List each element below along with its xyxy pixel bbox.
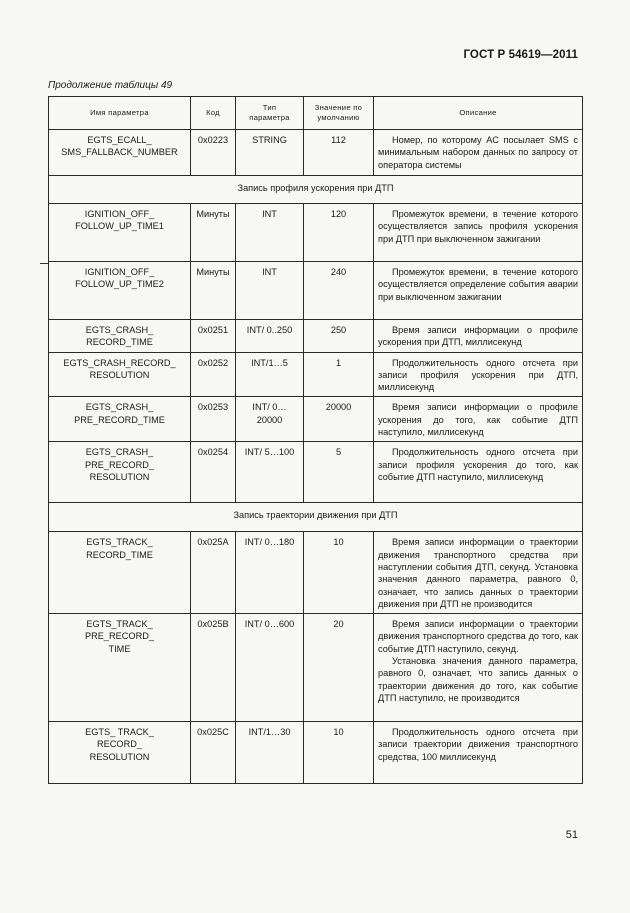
param-name-cell: EGTS_CRASH_ RECORD_TIME (49, 320, 191, 353)
description-paragraph: Промежуток времени, в течение которого осуществляется определение события аварии при выключенном зажигании (378, 267, 578, 302)
param-name-cell: EGTS_CRASH_ PRE_RECORD_ RESOLUTION (49, 442, 191, 503)
description-cell (374, 204, 583, 262)
param-name-cell: IGNITION_OFF_ FOLLOW_UP_TIME2 (49, 262, 191, 320)
margin-tick (40, 263, 48, 264)
table-row (49, 614, 583, 722)
param-name-cell: EGTS_TRACK_ RECORD_TIME (49, 532, 191, 614)
code-cell: 0x025B (191, 614, 236, 722)
description-cell (374, 397, 583, 442)
header-description: Описание (374, 97, 583, 130)
code-cell: 0x025C (191, 722, 236, 784)
description-paragraph: Время записи информации о профиле ускорения при ДТП, миллисекунд (378, 325, 578, 348)
type-cell: INT/1…5 (236, 352, 304, 397)
parameters-table (48, 96, 583, 784)
description-cell (374, 722, 583, 784)
type-cell: STRING (236, 130, 304, 176)
description-paragraph: Промежуток времени, в течение которого осуществляется запись профиля ускорения при ДТП при выключенном зажигании (378, 209, 578, 244)
type-cell: INT/ 0…180 (236, 532, 304, 614)
param-name-cell: EGTS_ECALL_ SMS_FALLBACK_NUMBER (49, 130, 191, 176)
table-row (49, 130, 583, 176)
param-name-cell: EGTS_CRASH_RECORD_ RESOLUTION (49, 352, 191, 397)
param-name-cell: EGTS_ TRACK_ RECORD_ RESOLUTION (49, 722, 191, 784)
type-cell: INT/ 0..250 (236, 320, 304, 353)
section-title: Запись профиля ускорения при ДТП (49, 176, 583, 204)
default-value-cell: 10 (304, 722, 374, 784)
description-cell (374, 352, 583, 397)
description-cell (374, 130, 583, 176)
code-cell: 0x0251 (191, 320, 236, 353)
table-row (49, 262, 583, 320)
type-cell: INT/ 0…20000 (236, 397, 304, 442)
code-cell: 0x0253 (191, 397, 236, 442)
type-cell: INT/ 5…100 (236, 442, 304, 503)
param-name-cell: EGTS_TRACK_ PRE_RECORD_ TIME (49, 614, 191, 722)
default-value-cell: 112 (304, 130, 374, 176)
default-value-cell: 20 (304, 614, 374, 722)
default-value-cell: 1 (304, 352, 374, 397)
header-code: Код (191, 97, 236, 130)
description-paragraph: Номер, по которому АС посылает SMS с минимальным набором данных по запросу от оператора системы (378, 135, 578, 170)
default-value-cell: 240 (304, 262, 374, 320)
table-row (49, 204, 583, 262)
table-caption: Продолжение таблицы 49 (48, 80, 173, 91)
type-cell: INT/ 0…600 (236, 614, 304, 722)
description-cell (374, 442, 583, 503)
param-name-cell: EGTS_CRASH_ PRE_RECORD_TIME (49, 397, 191, 442)
table-row (49, 352, 583, 397)
default-value-cell: 120 (304, 204, 374, 262)
type-cell: INT (236, 262, 304, 320)
header-name: Имя параметра (49, 97, 191, 130)
page-number: 51 (565, 829, 578, 841)
code-cell: 0x0252 (191, 352, 236, 397)
description-cell (374, 532, 583, 614)
type-cell: INT/1…30 (236, 722, 304, 784)
description-cell (374, 262, 583, 320)
table-header-row (49, 97, 583, 130)
code-cell: 0x0254 (191, 442, 236, 503)
header-default: Значение по умолчанию (304, 97, 374, 130)
default-value-cell: 250 (304, 320, 374, 353)
description-paragraph: Продолжительность одного отсчета при записи профиля ускорения до того, как событие ДТП наступило, миллисекунд (378, 447, 578, 482)
description-cell (374, 320, 583, 353)
table-row (49, 722, 583, 784)
code-cell: 0x025A (191, 532, 236, 614)
description-paragraph: Время записи информации о профиле ускорения до того, как событие ДТП наступило, миллисекунд (378, 402, 578, 438)
type-cell: INT (236, 204, 304, 262)
section-row (49, 176, 583, 204)
code-cell: Минуты (191, 204, 236, 262)
header-type: Тип параметра (236, 97, 304, 130)
table-row (49, 442, 583, 503)
default-value-cell: 20000 (304, 397, 374, 442)
description-cell (374, 614, 583, 722)
code-cell: 0x0223 (191, 130, 236, 176)
description-paragraph: Время записи информации о траектории движения транспортного средства при наступлении события ДТП, секунд. Установка значения данного параметра, равного 0, означает, что запись данных о траектории движения при ДТП не производится (378, 537, 578, 609)
description-paragraph: Установка значения данного параметра, равного 0, означает, что запись данных о траектории движения до того, как событие ДТП наступило, не производится (378, 656, 578, 703)
param-name-cell: IGNITION_OFF_ FOLLOW_UP_TIME1 (49, 204, 191, 262)
description-paragraph: Продолжительность одного отсчета при записи профиля ускорения при ДТП, миллисекунд (378, 357, 578, 393)
default-value-cell: 10 (304, 532, 374, 614)
standard-number: ГОСТ Р 54619—2011 (463, 49, 578, 61)
description-paragraph: Продолжительность одного отсчета при записи траектории движения транспортного средства, 100 миллисекунд (378, 727, 578, 762)
section-row (49, 503, 583, 532)
table-row (49, 320, 583, 353)
default-value-cell: 5 (304, 442, 374, 503)
code-cell: Минуты (191, 262, 236, 320)
section-title: Запись траектории движения при ДТП (49, 503, 583, 532)
table-row (49, 532, 583, 614)
description-paragraph: Время записи информации о траектории движения транспортного средства до того, как событие ДТП наступило, секунд. (378, 619, 578, 654)
table-row (49, 397, 583, 442)
